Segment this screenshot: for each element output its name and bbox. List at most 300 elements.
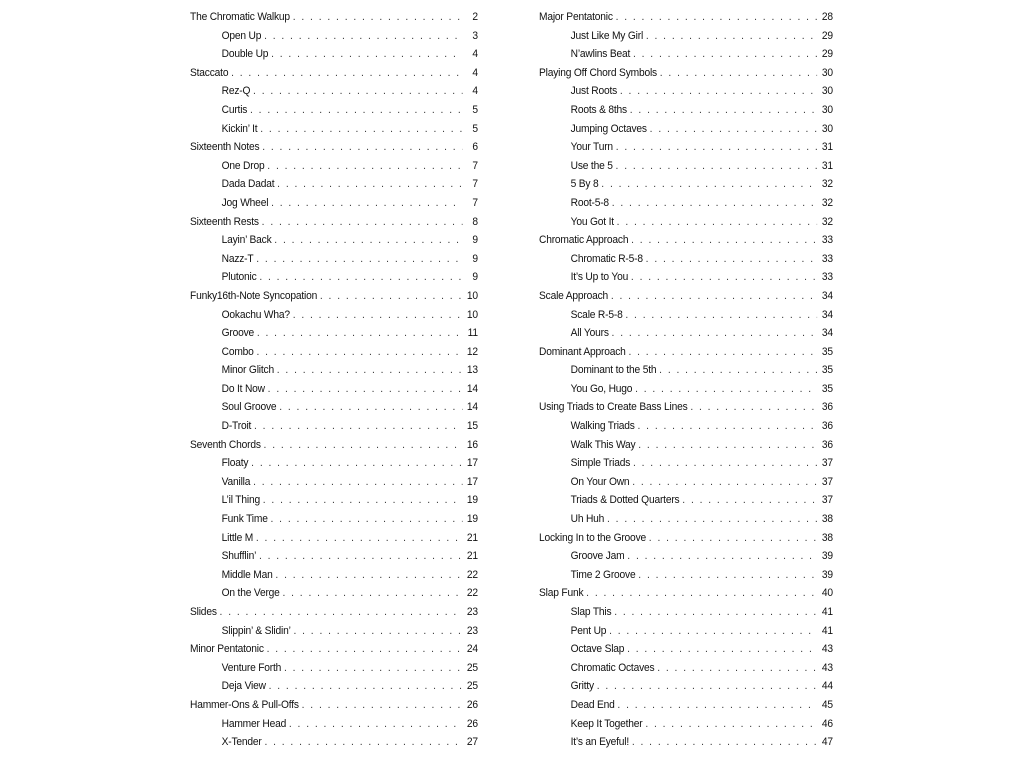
dot-leader (649, 532, 817, 544)
toc-entry-title: It’s an Eyeful! (570, 736, 630, 749)
toc-sub-entry (539, 309, 833, 328)
dot-leader (625, 309, 817, 321)
toc-entry-title: All Yours (570, 327, 609, 340)
toc-sub-entry (539, 680, 833, 699)
toc-entry-title: Hammer-Ons & Pull-Offs (190, 698, 299, 711)
toc-entry-page-number: 4 (472, 48, 478, 61)
toc-sub-entry (190, 625, 478, 644)
toc-sub-entry (539, 104, 833, 123)
toc-entry-page-number: 23 (466, 606, 478, 618)
toc-sub-entry (190, 457, 478, 476)
dot-leader (628, 346, 817, 358)
toc-section-entry (190, 606, 478, 625)
toc-sub-entry (539, 271, 833, 290)
dot-leader (320, 290, 462, 302)
toc-section-entry (539, 346, 833, 365)
toc-entry-title: Seventh Chords (190, 438, 261, 451)
dot-leader (231, 67, 462, 79)
toc-sub-entry (190, 532, 478, 551)
dot-leader (659, 364, 817, 376)
toc-entry-page-number: 4 (472, 85, 478, 98)
toc-entry-page-number: 29 (821, 29, 833, 42)
toc-sub-entry (190, 718, 478, 737)
dot-leader (638, 420, 818, 432)
dot-leader (617, 699, 817, 711)
toc-sub-entry (190, 309, 478, 328)
toc-entry-title: Layin’ Back (221, 234, 272, 247)
toc-entry-page-number: 36 (821, 401, 833, 414)
toc-section-entry (190, 290, 478, 309)
toc-sub-entry (190, 383, 478, 402)
dot-leader (267, 160, 462, 172)
toc-sub-entry (190, 327, 478, 346)
toc-entry-page-number: 35 (821, 364, 833, 377)
toc-entry-title: Jog Wheel (221, 196, 269, 209)
toc-sub-entry (190, 123, 478, 142)
dot-leader (262, 141, 462, 153)
toc-entry-title: Dominant to the 5th (570, 364, 657, 377)
dot-leader (660, 67, 817, 79)
toc-entry-title: D-Troit (221, 420, 252, 433)
toc-sub-entry (539, 48, 833, 67)
toc-entry-page-number: 2 (472, 11, 478, 23)
toc-sub-entry (539, 160, 833, 179)
toc-entry-page-number: 9 (472, 252, 478, 265)
toc-entry-page-number: 15 (466, 420, 478, 433)
toc-sub-entry (539, 383, 833, 402)
toc-entry-title: Slap Funk (539, 587, 584, 600)
dot-leader (264, 736, 462, 748)
dot-leader (274, 234, 462, 246)
toc-entry-title: Dada Dadat (221, 178, 275, 191)
dot-leader (612, 327, 818, 339)
toc-entry-title: Floaty (221, 457, 249, 470)
toc-section-entry (539, 401, 833, 420)
dot-leader (250, 104, 462, 116)
toc-entry-title: Groove (221, 327, 255, 340)
toc-right-column (539, 11, 833, 755)
dot-leader (632, 476, 817, 488)
toc-sub-entry (190, 253, 478, 272)
toc-entry-title: Gritty (570, 680, 594, 693)
dot-leader (251, 457, 462, 469)
toc-entry-page-number: 8 (472, 215, 478, 228)
toc-entry-title: Vanilla (221, 475, 251, 488)
dot-leader (645, 718, 817, 730)
toc-entry-title: Playing Off Chord Symbols (539, 66, 657, 79)
toc-entry-title: Chromatic Octaves (570, 661, 655, 674)
dot-leader (638, 569, 817, 581)
toc-entry-title: One Drop (221, 159, 265, 172)
dot-leader (631, 234, 817, 246)
toc-entry-page-number: 35 (821, 345, 833, 358)
dot-leader (282, 587, 462, 599)
toc-entry-title: Jumping Octaves (570, 122, 647, 135)
toc-entry-title: Octave Slap (570, 643, 625, 656)
dot-leader (277, 364, 462, 376)
toc-entry-title: Rez-Q (221, 85, 251, 98)
toc-entry-title: Walking Triads (570, 420, 635, 433)
toc-entry-page-number: 37 (821, 475, 833, 488)
toc-entry-page-number: 40 (821, 587, 833, 600)
toc-sub-entry (190, 550, 478, 569)
toc-sub-entry (190, 680, 478, 699)
toc-entry-page-number: 30 (821, 103, 833, 116)
toc-entry-page-number: 32 (821, 215, 833, 228)
toc-sub-entry (539, 85, 833, 104)
dot-leader (293, 11, 462, 23)
toc-entry-page-number: 17 (466, 457, 478, 470)
dot-leader (616, 141, 817, 153)
toc-section-entry (190, 67, 478, 86)
toc-sub-entry (190, 476, 478, 495)
toc-section-entry (539, 532, 833, 551)
toc-entry-title: Dead End (570, 698, 615, 711)
toc-sub-entry (539, 216, 833, 235)
toc-entry-page-number: 46 (821, 717, 833, 730)
toc-entry-title: L’il Thing (221, 494, 260, 507)
toc-entry-title: Staccato (190, 66, 229, 79)
toc-entry-page-number: 39 (821, 550, 833, 563)
toc-sub-entry (539, 513, 833, 532)
toc-entry-title: Do It Now (221, 382, 265, 395)
dot-leader (597, 680, 817, 692)
toc-entry-page-number: 39 (821, 568, 833, 581)
dot-leader (279, 401, 462, 413)
toc-entry-title: Hammer Head (221, 717, 287, 730)
dot-leader (289, 718, 462, 730)
toc-entry-title: Ookachu Wha? (221, 308, 290, 321)
dot-leader (264, 30, 462, 42)
toc-entry-page-number: 9 (472, 234, 478, 247)
toc-entry-title: Your Turn (570, 141, 613, 154)
toc-entry-title: Scale Approach (539, 289, 609, 302)
toc-sub-entry (539, 123, 833, 142)
toc-entry-title: Middle Man (221, 568, 273, 581)
toc-sub-entry (190, 494, 478, 513)
toc-sub-entry (539, 178, 833, 197)
toc-entry-page-number: 35 (821, 382, 833, 395)
toc-entry-page-number: 34 (821, 308, 833, 321)
toc-sub-entry (190, 160, 478, 179)
toc-entry-title: Keep It Together (570, 717, 643, 730)
toc-entry-title: Simple Triads (570, 457, 631, 470)
toc-entry-title: Funk Time (221, 513, 268, 526)
toc-sub-entry (539, 736, 833, 755)
toc-entry-title: Just Roots (570, 85, 618, 98)
dot-leader (269, 680, 462, 692)
toc-entry-page-number: 11 (467, 327, 478, 340)
dot-leader (263, 494, 462, 506)
toc-sub-entry (539, 253, 833, 272)
dot-leader (284, 662, 462, 674)
dot-leader (302, 699, 462, 711)
toc-section-entry (539, 67, 833, 86)
toc-entry-page-number: 21 (466, 531, 478, 544)
dot-leader (271, 513, 463, 525)
toc-entry-title: Uh Huh (570, 513, 605, 526)
toc-entry-page-number: 47 (821, 736, 833, 749)
dot-leader (616, 11, 818, 23)
dot-leader (627, 550, 817, 562)
toc-entry-page-number: 34 (821, 327, 833, 340)
dot-leader (262, 216, 462, 228)
toc-entry-page-number: 26 (466, 698, 478, 711)
dot-leader (614, 606, 817, 618)
toc-entry-page-number: 25 (466, 661, 478, 674)
toc-section-entry (539, 11, 833, 30)
toc-entry-page-number: 7 (472, 196, 478, 209)
toc-entry-title: You Got It (570, 215, 614, 228)
toc-entry-title: Slippin’ & Slidin’ (221, 624, 291, 637)
toc-entry-page-number: 38 (821, 513, 833, 526)
toc-entry-title: Root-5-8 (570, 196, 609, 209)
toc-sub-entry (190, 346, 478, 365)
toc-sub-entry (190, 736, 478, 755)
toc-entry-title: Slides (190, 606, 217, 618)
toc-sub-entry (539, 662, 833, 681)
toc-entry-page-number: 26 (466, 717, 478, 730)
toc-entry-title: Venture Forth (221, 661, 282, 674)
toc-section-entry (190, 439, 478, 458)
toc-entry-page-number: 36 (821, 420, 833, 433)
toc-entry-page-number: 16 (466, 438, 478, 451)
toc-entry-title: Use the 5 (570, 159, 613, 172)
dot-leader (256, 346, 462, 358)
dot-leader (259, 271, 462, 283)
toc-entry-title: Triads & Dotted Quarters (570, 494, 680, 507)
dot-leader (586, 587, 817, 599)
toc-entry-title: Roots & 8ths (570, 103, 627, 116)
dot-leader (267, 643, 463, 655)
dot-leader (627, 643, 817, 655)
toc-sub-entry (190, 662, 478, 681)
dot-leader (612, 197, 817, 209)
toc-section-entry (190, 643, 478, 662)
toc-entry-page-number: 32 (821, 196, 833, 209)
dot-leader (256, 253, 462, 265)
dot-leader (220, 606, 463, 618)
dot-leader (268, 383, 462, 395)
toc-entry-page-number: 5 (472, 103, 478, 116)
toc-entry-title: Sixteenth Notes (190, 141, 260, 154)
dot-leader (259, 550, 462, 562)
toc-sub-entry (190, 569, 478, 588)
dot-leader (631, 271, 817, 283)
toc-entry-page-number: 41 (821, 624, 833, 637)
dot-leader (601, 178, 817, 190)
toc-entry-title: On the Verge (221, 587, 280, 600)
toc-entry-title: It’s Up to You (570, 271, 629, 284)
toc-entry-page-number: 3 (472, 29, 478, 42)
toc-entry-page-number: 37 (821, 457, 833, 470)
toc-sub-entry (539, 606, 833, 625)
toc-entry-title: Scale R-5-8 (570, 308, 623, 321)
toc-sub-entry (539, 327, 833, 346)
dot-leader (682, 494, 817, 506)
toc-entry-page-number: 33 (821, 252, 833, 265)
dot-leader (650, 123, 817, 135)
toc-sub-entry (190, 401, 478, 420)
dot-leader (293, 625, 462, 637)
toc-entry-title: Pent Up (570, 624, 607, 637)
toc-sub-entry (539, 494, 833, 513)
toc-entry-title: Minor Glitch (221, 364, 274, 377)
dot-leader (271, 197, 462, 209)
toc-entry-title: Locking In to the Groove (539, 531, 647, 544)
dot-leader (646, 253, 817, 265)
dot-leader (611, 290, 817, 302)
dot-leader (256, 532, 462, 544)
toc-sub-entry (539, 420, 833, 439)
toc-entry-title: Chromatic Approach (539, 234, 629, 247)
toc-entry-title: You Go, Hugo (570, 382, 633, 395)
dot-leader (253, 85, 462, 97)
toc-entry-title: Soul Groove (221, 401, 277, 414)
toc-entry-page-number: 43 (821, 661, 833, 674)
toc-entry-title: The Chromatic Walkup (190, 11, 290, 23)
toc-sub-entry (539, 439, 833, 458)
dot-leader (633, 457, 817, 469)
toc-entry-page-number: 30 (821, 66, 833, 79)
toc-entry-page-number: 23 (466, 624, 478, 637)
toc-entry-page-number: 32 (821, 178, 833, 191)
toc-entry-page-number: 33 (821, 271, 833, 284)
toc-entry-page-number: 9 (472, 271, 478, 284)
toc-entry-page-number: 41 (821, 606, 833, 618)
toc-entry-page-number: 25 (466, 680, 478, 693)
toc-sub-entry (190, 197, 478, 216)
toc-entry-title: Time 2 Groove (570, 568, 636, 581)
toc-entry-page-number: 45 (821, 698, 833, 711)
toc-entry-page-number: 24 (466, 643, 478, 656)
toc-entry-title: Open Up (221, 29, 262, 42)
dot-leader (630, 104, 817, 116)
toc-entry-page-number: 10 (466, 289, 478, 302)
toc-entry-title: Funky16th-Note Syncopation (190, 289, 318, 302)
toc-entry-page-number: 30 (821, 85, 833, 98)
toc-entry-page-number: 7 (472, 159, 478, 172)
dot-leader (690, 401, 817, 413)
toc-entry-title: Little M (221, 531, 254, 544)
toc-entry-title: Double Up (221, 48, 269, 61)
toc-entry-title: N’awlins Beat (570, 48, 631, 61)
toc-section-entry (539, 234, 833, 253)
toc-sub-entry (539, 718, 833, 737)
toc-sub-entry (190, 587, 478, 606)
dot-leader (657, 662, 817, 674)
toc-entry-page-number: 31 (821, 159, 833, 172)
toc-section-entry (190, 216, 478, 235)
toc-sub-entry (190, 178, 478, 197)
toc-entry-title: Plutonic (221, 271, 257, 284)
toc-sub-entry (539, 550, 833, 569)
dot-leader (264, 439, 463, 451)
toc-entry-page-number: 10 (466, 308, 478, 321)
toc-sub-entry (190, 513, 478, 532)
dot-leader (617, 216, 817, 228)
dot-leader (254, 420, 462, 432)
toc-sub-entry (190, 420, 478, 439)
toc-section-entry (539, 587, 833, 606)
dot-leader (607, 513, 817, 525)
toc-entry-title: Combo (221, 345, 254, 358)
dot-leader (633, 48, 817, 60)
toc-entry-page-number: 4 (472, 66, 478, 79)
toc-entry-page-number: 34 (821, 289, 833, 302)
toc-entry-page-number: 14 (466, 401, 478, 414)
toc-entry-page-number: 44 (821, 680, 833, 693)
toc-entry-page-number: 12 (466, 345, 478, 358)
toc-entry-page-number: 30 (821, 122, 833, 135)
toc-entry-page-number: 21 (466, 550, 478, 563)
dot-leader (620, 85, 817, 97)
toc-sub-entry (539, 364, 833, 383)
toc-entry-title: Nazz-T (221, 252, 254, 265)
toc-entry-page-number: 22 (466, 568, 478, 581)
toc-entry-title: On Your Own (570, 475, 630, 488)
dot-leader (635, 383, 817, 395)
toc-sub-entry (539, 643, 833, 662)
toc-entry-title: X-Tender (221, 736, 262, 749)
dot-leader (277, 178, 462, 190)
dot-leader (257, 327, 462, 339)
toc-section-entry (190, 141, 478, 160)
toc-entry-page-number: 22 (466, 587, 478, 600)
dot-leader (293, 309, 462, 321)
dot-leader (638, 439, 817, 451)
toc-entry-page-number: 33 (821, 234, 833, 247)
toc-entry-page-number: 7 (472, 178, 478, 191)
toc-sub-entry (190, 234, 478, 253)
toc-entry-title: Just Like My Girl (570, 29, 644, 42)
toc-sub-entry (190, 48, 478, 67)
toc-entry-title: Deja View (221, 680, 266, 693)
toc-entry-page-number: 37 (821, 494, 833, 507)
toc-sub-entry (190, 364, 478, 383)
dot-leader (260, 123, 462, 135)
toc-entry-page-number: 36 (821, 438, 833, 451)
toc-entry-title: Shufflin’ (221, 550, 257, 563)
toc-sub-entry (539, 625, 833, 644)
toc-entry-title: Dominant Approach (539, 345, 626, 358)
toc-section-entry (190, 699, 478, 718)
toc-entry-title: Using Triads to Create Bass Lines (539, 401, 688, 414)
dot-leader (271, 48, 462, 60)
toc-entry-page-number: 28 (821, 11, 833, 23)
toc-entry-title: Groove Jam (570, 550, 625, 563)
toc-entry-page-number: 13 (466, 364, 478, 377)
toc-sub-entry (190, 85, 478, 104)
toc-entry-title: Minor Pentatonic (190, 643, 264, 656)
toc-sub-entry (190, 104, 478, 123)
toc-left-column (190, 11, 478, 755)
toc-entry-page-number: 43 (821, 643, 833, 656)
toc-entry-title: Slap This (570, 606, 612, 618)
toc-entry-page-number: 5 (472, 122, 478, 135)
toc-entry-page-number: 19 (466, 494, 478, 507)
toc-section-entry (190, 11, 478, 30)
toc-sub-entry (539, 197, 833, 216)
toc-entry-title: Curtis (221, 103, 248, 116)
toc-entry-title: Walk This Way (570, 438, 636, 451)
toc-entry-page-number: 6 (472, 141, 478, 154)
toc-entry-title: Sixteenth Rests (190, 215, 259, 228)
toc-sub-entry (539, 457, 833, 476)
toc-entry-title: Chromatic R-5-8 (570, 252, 643, 265)
toc-sub-entry (539, 569, 833, 588)
toc-sub-entry (539, 699, 833, 718)
